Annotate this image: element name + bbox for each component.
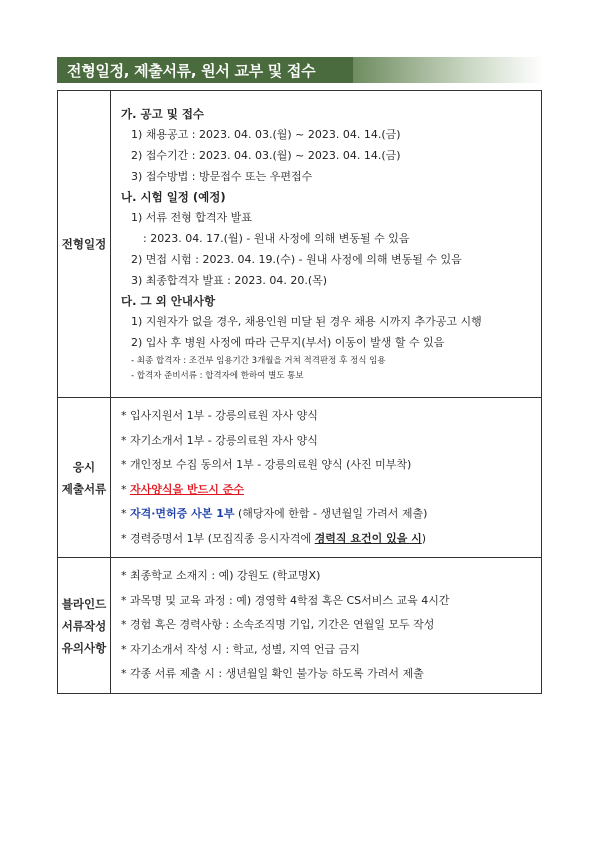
schedule-note-2: - 합격자 준비서류 : 합격자에 한하여 별도 통보 [131,370,304,381]
blind-item: * 자기소개서 작성 시 : 학교, 성별, 지역 언급 금지 [121,642,360,656]
document-item-required-format [121,478,541,503]
blind-label [58,558,111,694]
blind-label-line1: 블라인드 [61,596,107,611]
blind-row [58,558,542,694]
schedule-item-b1: 1) 서류 전형 합격자 발표 [131,211,252,225]
blind-item: * 최종학교 소재지 : 예) 강원도 (학교명X) [121,569,321,583]
schedule-label-text: 전형일정 [61,237,107,251]
schedule-heading-c: 다. 그 외 안내사항 [121,294,216,309]
documents-label-line2: 제출서류 [61,481,107,496]
blind-content [111,558,542,694]
career-suffix: ) [421,531,427,545]
career-emphasis: 경력직 요건이 있을 시 [314,531,422,545]
bullet-marker: * [121,482,130,496]
section-title: 전형일정, 제출서류, 원서 교부 및 접수 [67,61,316,80]
banner-gradient [353,57,543,83]
schedule-heading-a: 가. 공고 및 접수 [121,107,205,122]
blind-label-line3: 유의사항 [61,640,107,655]
document-item: * 개인정보 수집 동의서 1부 - 강릉의료원 양식 (사진 미부착) [121,458,412,471]
schedule-item-b1-detail: : 2023. 04. 17.(월) - 원내 사정에 의해 변동될 수 있음 [143,232,410,245]
schedule-item-c2: 2) 입사 후 병원 사정에 따라 근무지(부서) 이동이 발생 할 수 있음 [131,335,445,349]
schedule-row [58,91,542,398]
schedule-item-a1: 1) 채용공고 : 2023. 04. 03.(월) ~ 2023. 04. 14.(금) [131,128,401,142]
schedule-note-1: - 최종 합격자 : 조건부 임용기간 3개월을 거쳐 적격판정 후 정식 임용 [131,355,386,366]
section-banner [57,57,353,83]
career-text: * 경력증명서 1부 (모집직종 응시자격에 [121,531,315,545]
documents-label-line1: 응시 [72,459,96,474]
required-format-emphasis: 자사양식을 반드시 준수 [130,482,244,496]
schedule-content [111,91,542,398]
documents-label [58,398,111,558]
documents-content [111,398,542,558]
schedule-item-b3: 3) 최종합격자 발표 : 2023. 04. 20.(목) [131,273,328,287]
schedule-item-a3: 3) 접수방법 : 방문접수 또는 우편접수 [131,169,313,183]
document-item: * 입사지원서 1부 - 강릉의료원 자사 양식 [121,409,318,422]
document-item-career [121,527,541,552]
recruitment-info-table [57,90,542,694]
blind-item: * 각종 서류 제출 시 : 생년월일 확인 불가능 하도록 가려서 제출 [121,667,424,681]
license-emphasis: 자격·면허증 사본 1부 [130,507,235,520]
schedule-item-a2: 2) 접수기간 : 2023. 04. 03.(월) ~ 2023. 04. 14.(금) [131,148,401,162]
document-item-license [121,502,541,527]
blind-label-line2: 서류작성 [61,618,107,633]
bullet-marker: * [121,507,130,520]
blind-item: * 과목명 및 교육 과정 : 예) 경영학 4학점 혹은 CS서비스 교육 4시간 [121,593,450,607]
schedule-label [58,91,111,398]
blind-item: * 경험 혹은 경력사항 : 소속조직명 기입, 기간은 연월일 모두 작성 [121,618,435,632]
schedule-item-b2: 2) 면접 시험 : 2023. 04. 19.(수) - 원내 사정에 의해 변동될 수 있음 [131,252,462,266]
license-note: (해당자에 한함 - 생년월일 가려서 제출) [234,507,428,520]
document-item: * 자기소개서 1부 - 강릉의료원 자사 양식 [121,433,318,447]
schedule-heading-b: 나. 시험 일정 (예정) [121,190,226,205]
schedule-item-c1: 1) 지원자가 없을 경우, 채용인원 미달 된 경우 채용 시까지 추가공고 시행 [131,315,482,329]
documents-row [58,398,542,558]
